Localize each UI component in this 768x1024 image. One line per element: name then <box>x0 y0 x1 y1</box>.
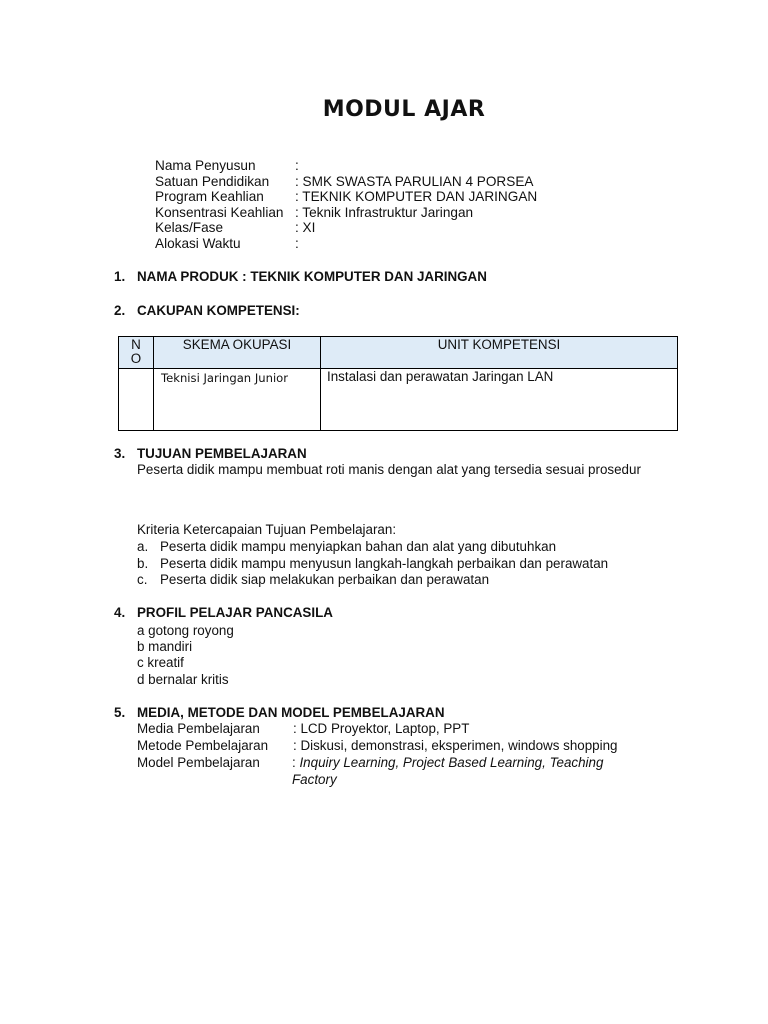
identity-row-kelas-fase <box>155 220 315 236</box>
identity-value: : SMK SWASTA PARULIAN 4 PORSEA <box>295 174 534 189</box>
media-row <box>137 721 469 736</box>
identity-value: : Teknik Infrastruktur Jaringan <box>295 205 474 220</box>
identity-row-konsentrasi-keahlian <box>155 205 473 221</box>
model-row <box>137 755 603 770</box>
section-heading-profil-pelajar-pancasila: PROFIL PELAJAR PANCASILA <box>137 605 333 620</box>
cell-unit-kompetensi: Instalasi dan perawatan Jaringan LAN <box>321 369 678 431</box>
section-number: 3. <box>114 446 126 461</box>
media-value: : LCD Proyektor, Laptop, PPT <box>293 721 470 736</box>
identity-label: Satuan Pendidikan <box>155 174 270 189</box>
section-number: 2. <box>114 303 126 318</box>
metode-label: Metode Pembelajaran <box>137 738 269 753</box>
identity-label: Alokasi Waktu <box>155 236 241 251</box>
kriteria-item: b. Peserta didik mampu menyusun langkah-langkah perbaikan dan perawatan <box>137 556 609 571</box>
identity-label: Kelas/Fase <box>155 220 224 235</box>
identity-value: : <box>295 236 299 251</box>
cell-no <box>119 369 154 431</box>
section-heading-media-metode-model: MEDIA, METODE DAN MODEL PEMBELAJARAN <box>137 705 445 720</box>
metode-row <box>137 738 618 753</box>
identity-row-alokasi-waktu <box>155 236 299 252</box>
profil-item: c kreatif <box>137 655 184 670</box>
identity-label: Program Keahlian <box>155 189 264 204</box>
section-heading-tujuan-pembelajaran: TUJUAN PEMBELAJARAN <box>137 446 307 461</box>
competency-table <box>118 336 678 431</box>
cell-skema-okupasi: Teknisi Jaringan Junior <box>154 369 321 431</box>
metode-value: : Diskusi, demonstrasi, eksperimen, windows shopping <box>293 738 618 753</box>
section-heading-nama-produk: NAMA PRODUK : TEKNIK KOMPUTER DAN JARINGAN <box>137 269 487 284</box>
header-unit-kompetensi: UNIT KOMPETENSI <box>321 337 678 369</box>
profil-item: b mandiri <box>137 639 193 654</box>
model-label: Model Pembelajaran <box>137 755 260 770</box>
identity-value: : <box>295 158 299 173</box>
model-value: Inquiry Learning, Project Based Learning, Teaching <box>299 755 604 770</box>
media-label: Media Pembelajaran <box>137 721 260 736</box>
profil-item: a gotong royong <box>137 623 234 638</box>
kriteria-label: Kriteria Ketercapaian Tujuan Pembelajaran: <box>137 522 397 537</box>
table-header-row <box>119 337 678 369</box>
header-no: N O <box>119 337 154 369</box>
model-colon: : <box>292 755 300 770</box>
identity-label: Konsentrasi Keahlian <box>155 205 284 220</box>
tujuan-text: Peserta didik mampu membuat roti manis dengan alat yang tersedia sesuai prosedur <box>137 462 641 477</box>
identity-row-satuan-pendidikan <box>155 174 533 190</box>
table-row <box>119 369 678 431</box>
identity-value: : XI <box>295 220 316 235</box>
identity-row-nama-penyusun <box>155 158 299 174</box>
header-skema-okupasi: SKEMA OKUPASI <box>154 337 321 369</box>
profil-item: d bernalar kritis <box>137 672 229 687</box>
section-number: 5. <box>114 705 126 720</box>
identity-label: Nama Penyusun <box>155 158 256 173</box>
model-value-continued: Factory <box>292 772 337 787</box>
kriteria-item: c. Peserta didik siap melakukan perbaikan dan perawatan <box>137 572 490 587</box>
identity-value: : TEKNIK KOMPUTER DAN JARINGAN <box>295 189 538 204</box>
identity-row-program-keahlian <box>155 189 537 205</box>
document-title: MODUL AJAR <box>322 97 486 122</box>
section-number: 1. <box>114 269 126 284</box>
section-heading-cakupan-kompetensi: CAKUPAN KOMPETENSI: <box>137 303 300 318</box>
section-number: 4. <box>114 605 126 620</box>
kriteria-item: a. Peserta didik mampu menyiapkan bahan dan alat yang dibutuhkan <box>137 539 557 554</box>
